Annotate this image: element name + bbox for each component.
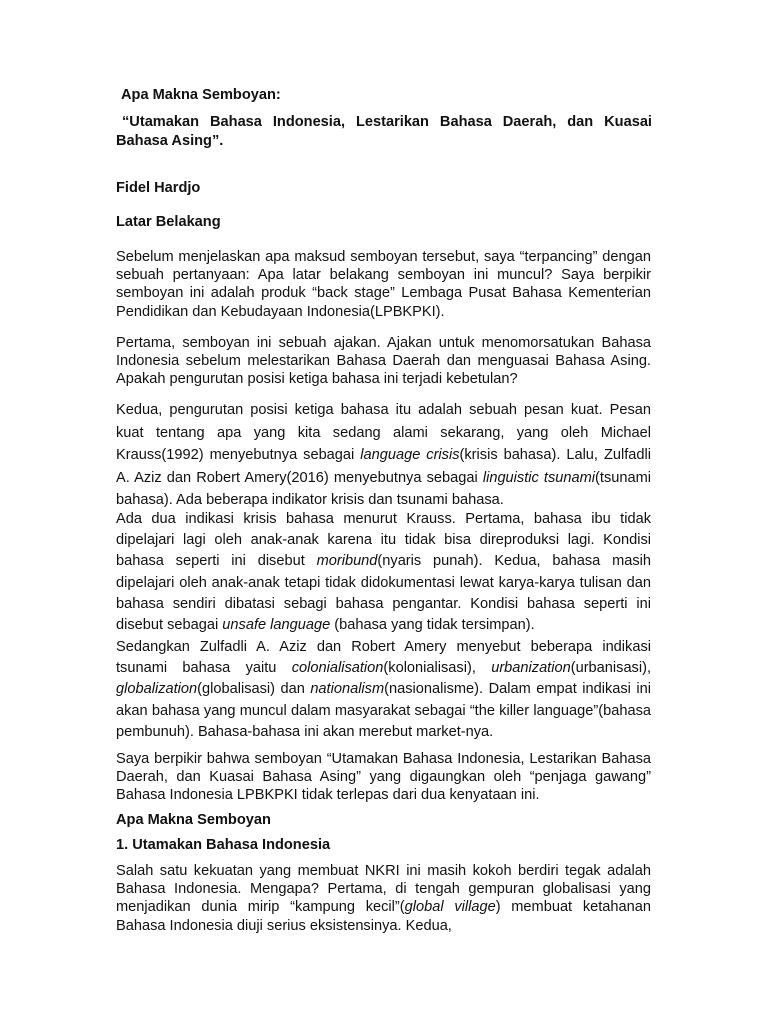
subsection-heading-1: 1. Utamakan Bahasa Indonesia — [116, 837, 331, 853]
p3-text-2: (krisis bahasa). Lalu, Zulfadli A. Aziz dan Robert Amery(2016) menyebutnya sebagai — [116, 447, 651, 486]
p5-text-4: (globalisasi) dan — [197, 681, 311, 698]
p5-text-5: (nasionalisme). Dalam empat indikasi ini akan bahasa yang muncul dalam masyarakat sebagai “the killer language”(bahasa pembunuh). Bahasa-bahasa ini akan merebut market-nya. — [116, 681, 651, 740]
doc-heading: Apa Makna Semboyan: — [121, 87, 281, 103]
p7-term-global-village: global village — [404, 899, 496, 916]
paragraph-5 — [116, 637, 651, 743]
p4-term-moribund: moribund — [316, 553, 378, 570]
p5-term-urbanization: urbanization — [491, 660, 571, 677]
p4-term-unsafe-language: unsafe language — [222, 617, 331, 634]
p5-text-1: Sedangkan Zulfadli A. Aziz dan Robert Amery menyebut beberapa indikasi tsunami bahasa yaitu — [116, 639, 651, 677]
author-name: Fidel Hardjo — [116, 180, 201, 196]
paragraph-1: Sebelum menjelaskan apa maksud semboyan tersebut, saya “terpancing” dengan sebuah pertanyaan: Apa latar belakang semboyan ini muncul? Saya berpikir semboyan ini adalah produk “back stage” Lembaga Pusat Bahasa Kementerian Pendidikan dan Kebudayaan Indonesia(LPBKPKI). — [116, 249, 651, 320]
p5-text-3: (urbanisasi), — [570, 660, 652, 677]
p4-text-1: Ada dua indikasi krisis bahasa menurut Krauss. Pertama, bahasa ibu tidak dipelajari lagi oleh anak-anak karena itu tidak bisa direproduksi lagi. Kondisi bahasa seperti ini disebut — [116, 511, 651, 570]
p7-text-1: Salah satu kekuatan yang membuat NKRI ini masih kokoh berdiri tegak adalah Bahasa Indonesia. Mengapa? Pertama, di tengah gempuran globalisasi yang menjadikan dunia mirip “kampung kecil”( — [116, 863, 651, 916]
section-heading-meaning: Apa Makna Semboyan — [116, 812, 271, 828]
p4-text-3: (bahasa yang tidak tersimpan). — [330, 617, 535, 634]
paragraph-6: Saya berpikir bahwa semboyan “Utamakan Bahasa Indonesia, Lestarikan Bahasa Daerah, dan Kuasai Bahasa Asing” yang digaungkan oleh “penjaga gawang” Bahasa Indonesia LPBKPKI tidak terlepas dari dua kenyataan ini. — [116, 751, 651, 804]
p3-term-linguistic-tsunami: linguistic tsunami — [482, 469, 596, 486]
p3-text-3: (tsunami bahasa). Ada beberapa indikator krisis dan tsunami bahasa. — [116, 469, 651, 508]
p7-text-2: ) membuat ketahanan Bahasa Indonesia diuji serius eksistensinya. Kedua, — [116, 899, 651, 934]
paragraph-7 — [116, 862, 651, 935]
p5-term-colonialisation: colonialisation — [291, 660, 384, 677]
p3-text-1: Kedua, pengurutan posisi ketiga bahasa itu adalah sebuah pesan kuat. Pesan kuat tentang apa yang kita sedang alami sekarang, yang oleh Michael Krauss(1992) menyebutnya sebagai — [116, 402, 651, 463]
section-heading-background: Latar Belakang — [116, 214, 221, 230]
p3-term-language-crisis: language crisis — [360, 447, 460, 463]
paragraph-3 — [116, 399, 651, 512]
p4-text-2: (nyaris punah). Kedua, bahasa masih dipelajari oleh anak-anak tetapi tidak didokumentasi lewat karya-karya tulisan dan bahasa sendiri dibatasi sebagi bahasa pengantar. Kondisi bahasa seperti ini disebut sebagai — [116, 553, 651, 634]
paragraph-2: Pertama, semboyan ini sebuah ajakan. Ajakan untuk menomorsatukan Bahasa Indonesia sebelum melestarikan Bahasa Daerah dan menguasai Bahasa Asing. Apakah pengurutan posisi ketiga bahasa ini terjadi kebetulan? — [116, 335, 651, 388]
p5-text-2: (kolonialisasi), — [383, 660, 492, 677]
p5-term-globalization: globalization — [116, 681, 198, 698]
motto-text: “Utamakan Bahasa Indonesia, Lestarikan Bahasa Daerah, dan Kuasai Bahasa Asing”. — [116, 114, 652, 149]
p5-term-nationalism: nationalism — [310, 681, 385, 698]
paragraph-4 — [116, 509, 651, 636]
